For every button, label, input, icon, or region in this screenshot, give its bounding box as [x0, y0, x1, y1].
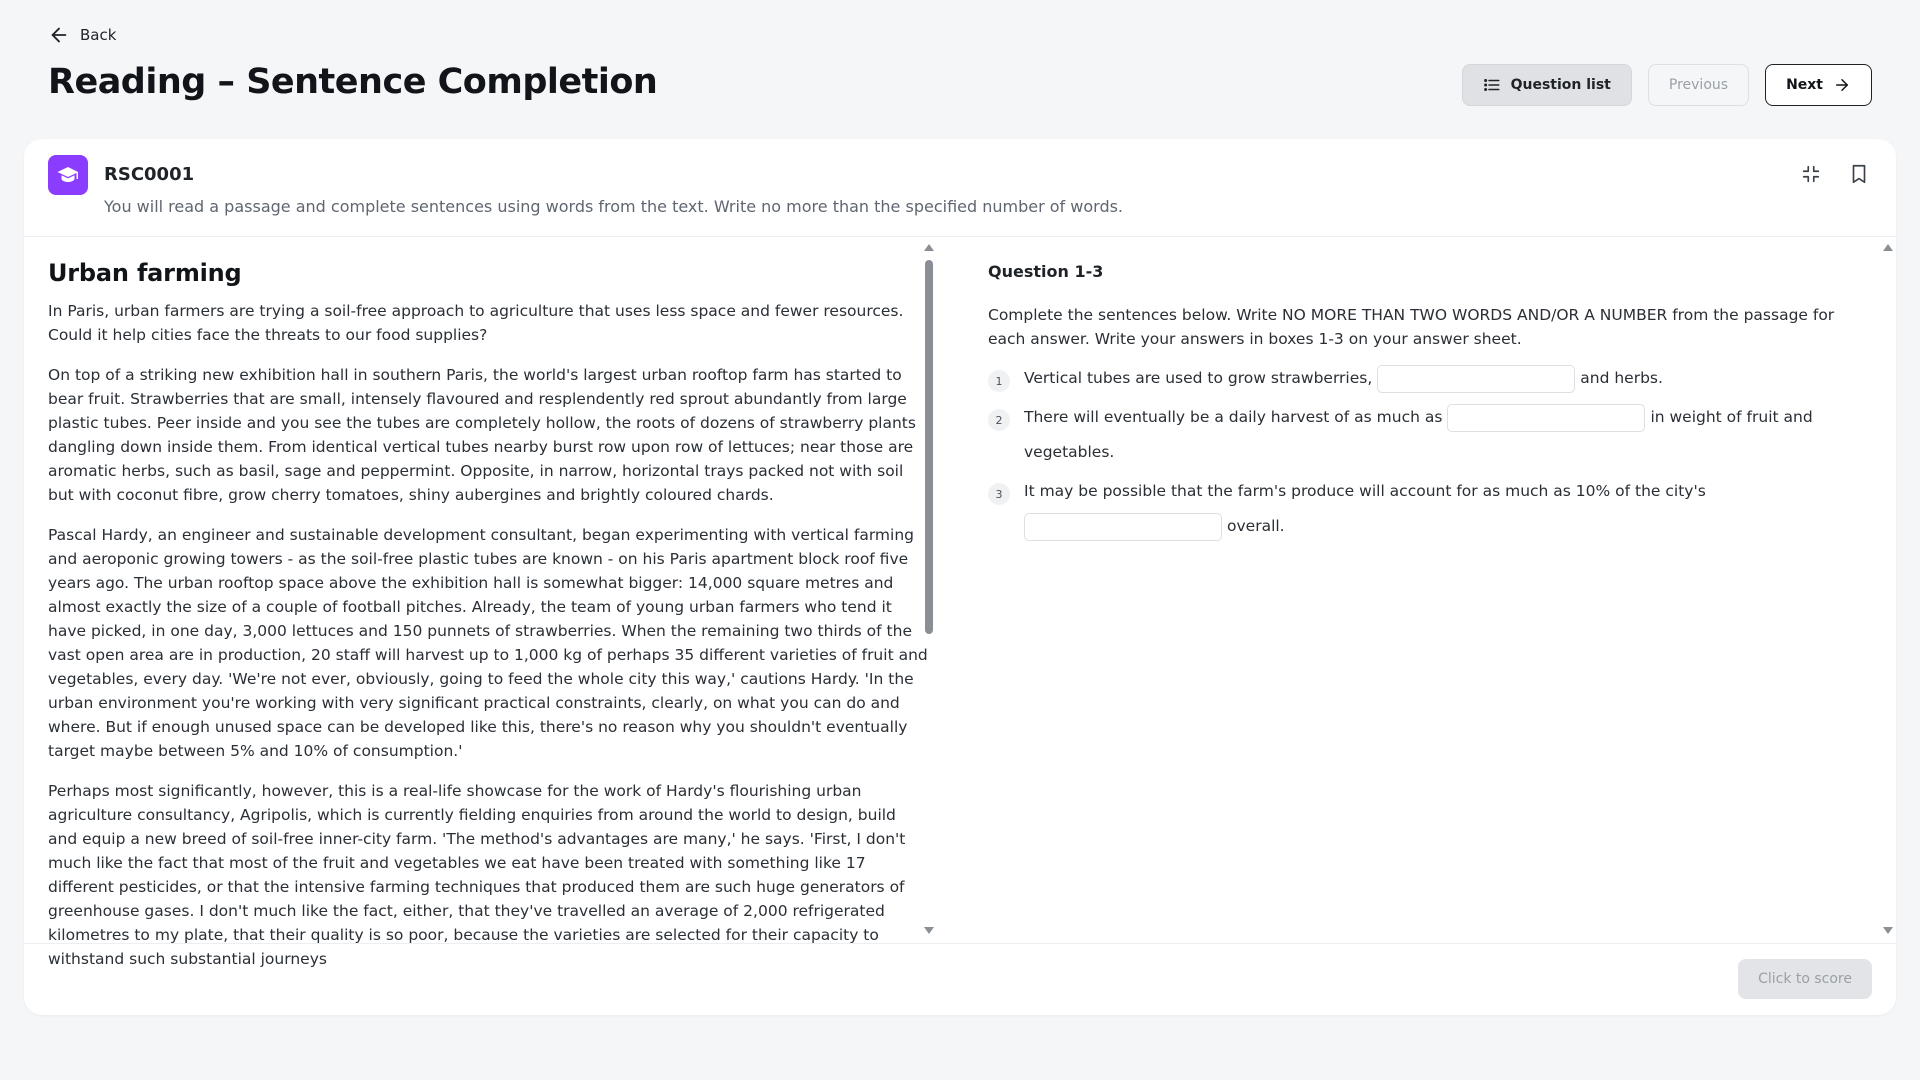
question-sentence [1024, 474, 1706, 544]
passage-title: Urban farming [48, 259, 242, 287]
minimize-icon [1800, 163, 1822, 185]
question-list-label: Question list [1510, 77, 1611, 93]
reading-passage[interactable] [48, 259, 928, 968]
previous-label: Previous [1668, 77, 1729, 93]
collapse-button[interactable] [1800, 163, 1822, 185]
back-label: Back [80, 26, 117, 44]
task-code: RSC0001 [104, 164, 195, 185]
question-item [988, 367, 1868, 396]
scroll-down-arrow[interactable] [924, 927, 934, 934]
card-actions [1800, 163, 1870, 185]
answer-input-1[interactable] [1377, 365, 1575, 393]
sentence-before: Vertical tubes are used to grow strawberries, [1024, 369, 1373, 387]
sentence-after: in weight of fruit and vegetables. [1024, 408, 1813, 461]
list-icon [1483, 76, 1501, 94]
previous-button[interactable] [1648, 64, 1749, 106]
questions-scrollbar[interactable] [1883, 244, 1893, 934]
question-number: 2 [988, 409, 1010, 431]
sentence-before: There will eventually be a daily harvest of as much as [1024, 408, 1443, 426]
task-header [24, 139, 1896, 237]
sentence-before: It may be possible that the farm's produce will account for as much as 10% of the city's [1024, 482, 1706, 500]
next-button[interactable] [1765, 64, 1872, 106]
question-list-button[interactable] [1462, 64, 1632, 106]
passage-paragraph: Perhaps most significantly, however, this is a real-life showcase for the work of Hardy's flourishing urban agriculture consultancy, Agripolis, which is currently fielding enquiries from around the world to design, build and equip a new breed of soil-free inner-city farm. 'The method's advantages are many,' he says. 'First, I don't much like the fact that most of the fruit and vegetables we eat have been treated with something like 17 different pesticides, or that the intensive farming techniques that produced them are such huge generators of greenhouse gases. I don't much like the fact, either, that they've travelled an average of 2,000 refrigerated kilometres to my plate, that their quality is so poor, because the varieties are selected for their capacity to withstand such substantial journeys [48, 782, 906, 968]
bookmark-button[interactable] [1848, 163, 1870, 185]
score-button[interactable]: Click to score [1738, 959, 1872, 999]
back-link[interactable] [48, 24, 116, 46]
question-number: 3 [988, 483, 1010, 505]
passage-scrollbar[interactable] [924, 244, 934, 934]
header-actions [1462, 64, 1872, 106]
question-number: 1 [988, 370, 1010, 392]
passage-paragraph: In Paris, urban farmers are trying a soil-free approach to agriculture that uses less space and fewer resources. Could it help cities face the threats to our food supplies? [48, 302, 904, 344]
question-sentence [1024, 361, 1663, 396]
next-label: Next [1786, 77, 1823, 93]
graduation-cap-icon [56, 163, 80, 187]
scroll-thumb[interactable] [925, 260, 933, 634]
sentence-after: overall. [1227, 517, 1285, 535]
question-item [988, 480, 1868, 544]
card-footer [24, 943, 1896, 1015]
answer-input-2[interactable] [1447, 404, 1645, 432]
sentence-after: and herbs. [1580, 369, 1663, 387]
scroll-down-arrow[interactable] [1883, 927, 1893, 934]
arrow-left-icon [48, 24, 70, 46]
questions-panel [988, 262, 1868, 554]
question-instructions: Complete the sentences below. Write NO MORE THAN TWO WORDS AND/OR A NUMBER from the passage for each answer. Write your answers in boxes 1-3 on your answer sheet. [988, 306, 1835, 348]
question-item [988, 406, 1868, 470]
page-title: Reading – Sentence Completion [48, 62, 658, 102]
task-card [24, 139, 1896, 1015]
task-description: You will read a passage and complete sentences using words from the text. Write no more than the specified number of words. [104, 197, 1124, 216]
scroll-up-arrow[interactable] [924, 244, 934, 251]
passage-paragraph: Pascal Hardy, an engineer and sustainable development consultant, began experimenting with vertical farming and aeroponic growing towers - as the soil-free plastic tubes are known - on his Paris apartment block roof five years ago. The urban rooftop space above the exhibition hall is somewhat bigger: 14,000 square metres and almost exactly the size of a couple of football pitches. Already, the team of young urban farmers who tend it have picked, in one day, 3,000 lettuces and 150 punnets of strawberries. When the remaining two thirds of the vast open area are in production, 20 staff will harvest up to 1,000 kg of perhaps 35 different varieties of fruit and vegetables, every day. 'We're not ever, obviously, going to feed the whole city this way,' cautions Hardy. 'In the urban environment you're working with very significant practical constraints, clearly, on what you can do and where. But if enough unused space can be developed like this, there's no reason why you shouldn't eventually target maybe between 5% and 10% of consumption.' [48, 526, 928, 760]
bookmark-icon [1848, 163, 1870, 185]
scroll-up-arrow[interactable] [1883, 244, 1893, 251]
task-badge [48, 155, 88, 195]
answer-input-3[interactable] [1024, 513, 1222, 541]
passage-paragraph: On top of a striking new exhibition hall in southern Paris, the world's largest urban rooftop farm has started to bear fruit. Strawberries that are small, intensely flavoured and resplendently red sprout abundantly from large plastic tubes. Peer inside and you see the tubes are completely hollow, the roots of dozens of strawberry plants dangling down inside them. From identical vertical tubes nearby burst row upon row of lettuces; near those are aromatic herbs, such as basil, sage and peppermint. Opposite, in narrow, horizontal trays packed not with soil but with coconut fibre, grow cherry tomatoes, shiny aubergines and brightly coloured chards. [48, 366, 916, 504]
question-sentence [1024, 400, 1868, 470]
question-heading: Question 1-3 [988, 262, 1104, 281]
arrow-right-icon [1833, 76, 1851, 94]
